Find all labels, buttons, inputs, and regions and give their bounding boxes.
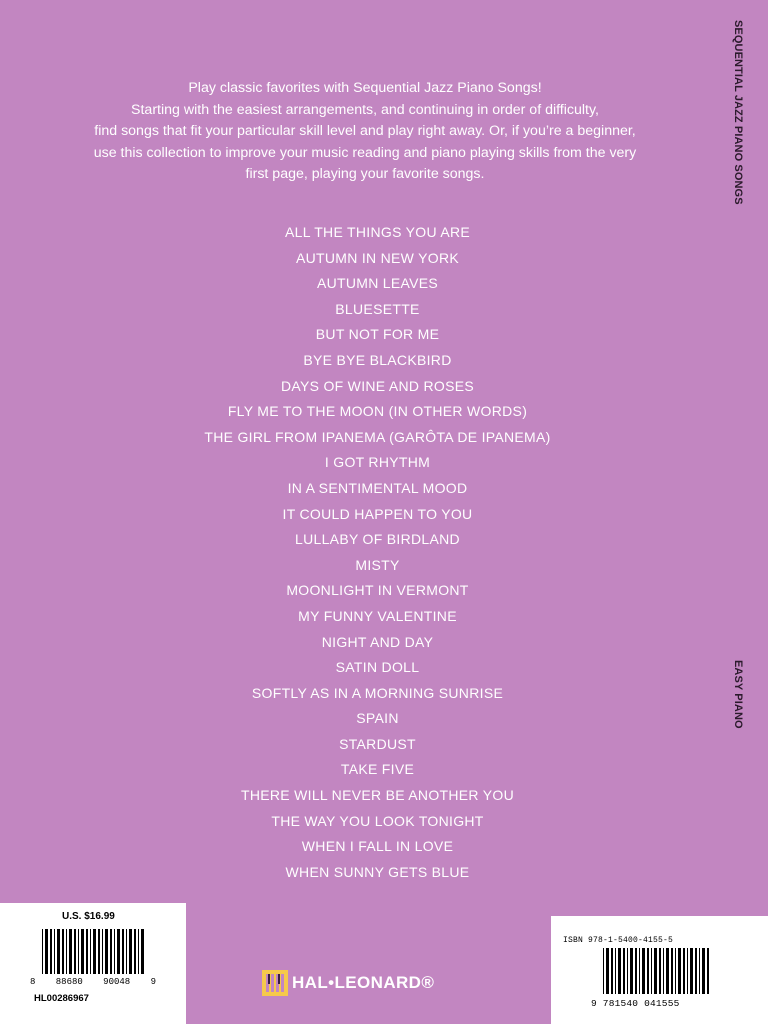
song-title: WHEN SUNNY GETS BLUE <box>285 863 470 880</box>
blurb-line: use this collection to improve your music reading and piano playing skills from the very <box>93 144 637 161</box>
blurb-line: Play classic favorites with Sequential Jazz Piano Songs! <box>188 80 542 96</box>
publisher-name: HAL•LEONARD® <box>292 973 435 992</box>
song-title: NIGHT AND DAY <box>321 633 434 650</box>
song-title: FLY ME TO THE MOON (IN OTHER WORDS) <box>227 403 528 420</box>
song-title: I GOT RHYTHM <box>324 454 431 471</box>
song-title: MOONLIGHT IN VERMONT <box>286 582 469 599</box>
song-title: THERE WILL NEVER BE ANOTHER YOU <box>240 787 515 804</box>
description-blurb <box>60 78 670 186</box>
publisher-logo <box>262 970 434 996</box>
song-title: BUT NOT FOR ME <box>315 326 440 343</box>
song-title: STARDUST <box>339 735 416 752</box>
upc-digit-group: 8 <box>30 977 36 987</box>
song-title: LULLABY OF BIRDLAND <box>295 531 460 548</box>
song-title: IT COULD HAPPEN TO YOU <box>282 505 473 522</box>
upc-barcode-icon <box>40 929 146 974</box>
song-title: BYE BYE BLACKBIRD <box>303 351 452 368</box>
song-title: MISTY <box>355 556 400 573</box>
song-title: BLUESETTE <box>335 300 420 317</box>
song-list <box>60 220 695 885</box>
spine-title: SEQUENTIAL JAZZ PIANO SONGS <box>732 20 744 205</box>
upc-digit-group: 9 <box>150 977 156 987</box>
isbn-label: ISBN 978-1-5400-4155-5 <box>563 936 674 945</box>
blurb-line: Starting with the easiest arrangements, and continuing in order of difficulty, <box>131 101 599 118</box>
spine <box>720 0 768 1024</box>
song-title: SOFTLY AS IN A MORNING SUNRISE <box>251 684 504 701</box>
spine-edition: EASY PIANO <box>732 660 744 729</box>
item-number: HL00286967 <box>34 993 89 1004</box>
upc-digits <box>30 977 156 987</box>
song-title: AUTUMN LEAVES <box>316 275 439 292</box>
song-title: IN A SENTIMENTAL MOOD <box>287 479 468 496</box>
ean-digits: 9 781540 041555 <box>591 998 680 1009</box>
song-title: DAYS OF WINE AND ROSES <box>280 377 475 394</box>
song-title: THE WAY YOU LOOK TONIGHT <box>271 812 484 829</box>
isbn-barcode-icon <box>601 948 711 994</box>
song-title: SATIN DOLL <box>335 659 420 676</box>
price-label: U.S. $16.99 <box>62 911 115 922</box>
song-title: SPAIN <box>356 710 399 727</box>
song-title: MY FUNNY VALENTINE <box>298 607 457 624</box>
price-box <box>0 903 186 1024</box>
isbn-box <box>551 916 768 1024</box>
blurb-line: first page, playing your favorite songs. <box>245 166 485 182</box>
upc-digit-group: 90048 <box>103 977 131 987</box>
upc-digit-group: 88680 <box>55 977 83 987</box>
song-title: ALL THE THINGS YOU ARE <box>284 224 471 240</box>
hal-leonard-logo-icon <box>262 970 288 996</box>
song-title: THE GIRL FROM IPANEMA (GARÔTA DE IPANEMA) <box>204 428 551 445</box>
song-title: TAKE FIVE <box>340 761 415 778</box>
song-title: AUTUMN IN NEW YORK <box>295 249 460 266</box>
blurb-line: find songs that fit your particular skill level and play right away. Or, if you’re a beginner, <box>94 123 636 139</box>
song-title: WHEN I FALL IN LOVE <box>301 838 454 855</box>
